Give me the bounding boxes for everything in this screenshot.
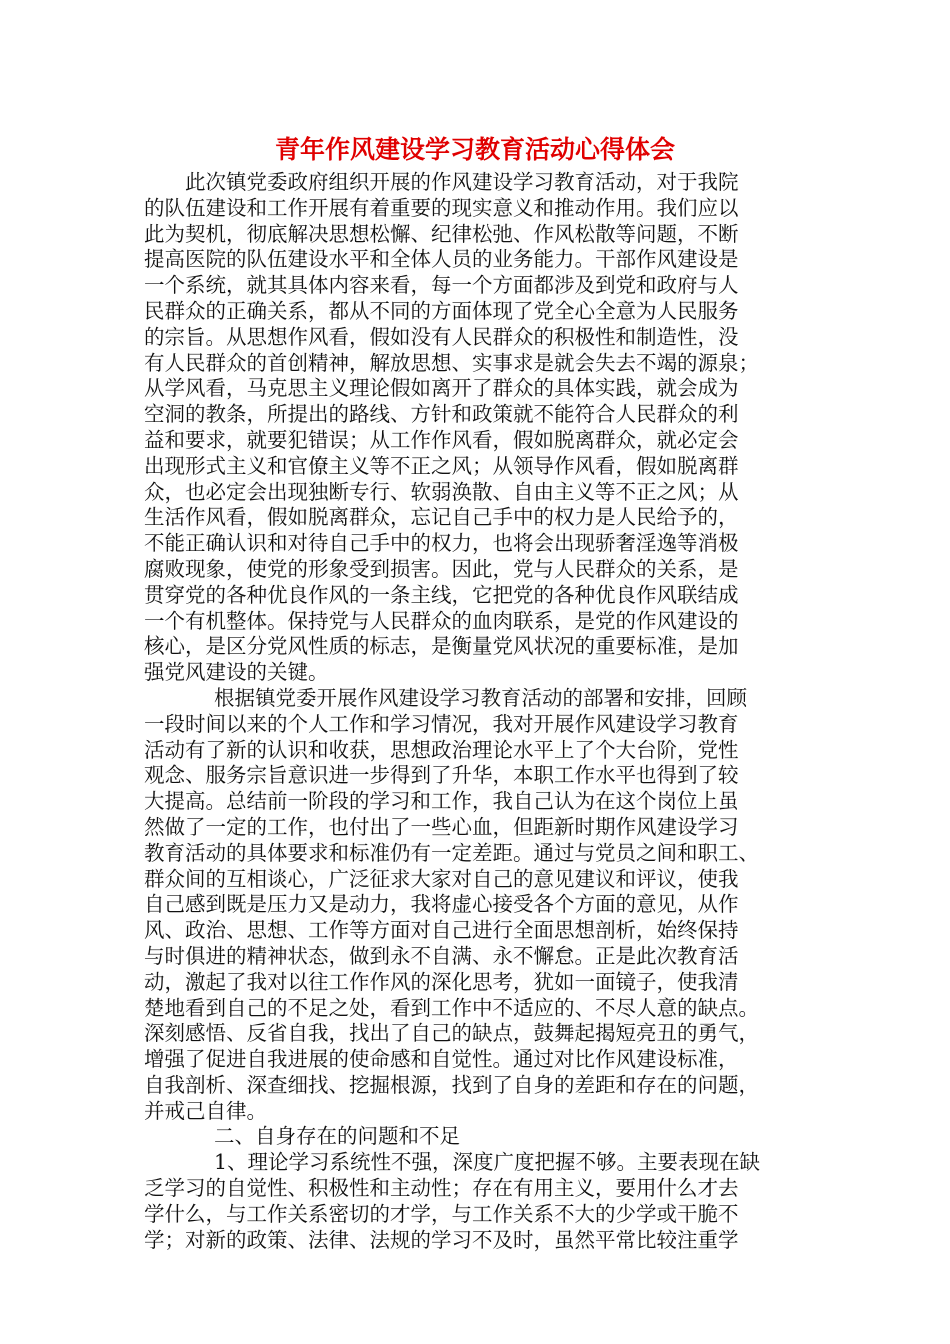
text-line: 然做了一定的工作，也付出了一些心血，但距新时期作风建设学习 <box>144 814 739 839</box>
text-line: 不能正确认识和对待自己手中的权力，也将会出现骄奢淫逸等消极 <box>144 531 739 556</box>
text-line: 核心，是区分党风性质的标志，是衡量党风状况的重要标准，是加 <box>144 634 739 659</box>
text-line: 并戒己自律。 <box>144 1098 267 1123</box>
text-line: 此次镇党委政府组织开展的作风建设学习教育活动，对于我院 <box>185 170 739 194</box>
text-line: 乏学习的自觉性、积极性和主动性；存在有用主义，要用什么才去 <box>144 1176 739 1201</box>
text-line: 的队伍建设和工作开展有着重要的现实意义和推动作用。我们应以 <box>144 195 739 220</box>
text-line: 风、政治、思想、工作等方面对自己进行全面思想剖析，始终保持 <box>144 918 739 943</box>
text-line: 强党风建设的关键。 <box>144 660 329 685</box>
text-line: 贯穿党的各种优良作风的一条主线，它把党的各种优良作风联结成 <box>144 582 739 607</box>
text-line: 民群众的正确关系，都从不同的方面体现了党全心全意为人民服务 <box>144 298 739 323</box>
text-line: 活动有了新的认识和收获，思想政治理论水平上了个大台阶，党性 <box>144 737 739 762</box>
section-heading: 二、自身存在的问题和不足 <box>214 1124 460 1149</box>
text-line: 空洞的教条，所提出的路线、方针和政策就不能符合人民群众的利 <box>144 402 739 427</box>
text-line: 有人民群众的首创精神，解放思想、实事求是就会失去不竭的源泉； <box>144 350 759 375</box>
text-line: 自己感到既是压力又是动力，我将虚心接受各个方面的意见，从作 <box>144 892 739 917</box>
text-line: 动，激起了我对以往工作作风的深化思考，犹如一面镜子，使我清 <box>144 969 739 994</box>
text-line: 腐败现象，使党的形象受到损害。因此，党与人民群众的关系，是 <box>144 556 739 581</box>
text-line: 学；对新的政策、法律、法规的学习不及时，虽然平常比较注重学 <box>144 1227 739 1252</box>
text-line: 益和要求，就要犯错误；从工作作风看，假如脱离群众，就必定会 <box>144 427 739 452</box>
text-line: 一个系统，就其具体内容来看，每一个方面都涉及到党和政府与人 <box>144 273 739 298</box>
text-line: 提高医院的队伍建设水平和全体人员的业务能力。干部作风建设是 <box>144 247 739 272</box>
text-line: 群众间的互相谈心，广泛征求大家对自己的意见建议和评议，使我 <box>144 866 739 891</box>
text-line: 1、理论学习系统性不强，深度广度把握不够。主要表现在缺 <box>214 1150 761 1175</box>
text-line: 自我剖析、深查细找、挖掘根源，找到了自身的差距和存在的问题， <box>144 1072 759 1097</box>
text-line: 众，也必定会出现独断专行、软弱涣散、自由主义等不正之风；从 <box>144 479 739 504</box>
text-line: 深刻感悟、反省自我，找出了自己的缺点，鼓舞起揭短亮丑的勇气， <box>144 1021 759 1046</box>
text-line: 大提高。总结前一阶段的学习和工作，我自己认为在这个岗位上虽 <box>144 789 739 814</box>
text-line: 一段时间以来的个人工作和学习情况，我对开展作风建设学习教育 <box>144 711 739 736</box>
text-line: 教育活动的具体要求和标准仍有一定差距。通过与党员之间和职工、 <box>144 840 759 865</box>
text-line: 一个有机整体。保持党与人民群众的血肉联系，是党的作风建设的 <box>144 608 739 633</box>
text-line: 观念、服务宗旨意识进一步得到了升华，本职工作水平也得到了较 <box>144 763 739 788</box>
text-line: 增强了促进自我进展的使命感和自觉性。通过对比作风建设标准， <box>144 1047 739 1072</box>
document-body <box>144 170 824 1253</box>
document-title: 青年作风建设学习教育活动心得体会 <box>274 135 675 164</box>
text-line: 从学风看，马克思主义理论假如离开了群众的具体实践，就会成为 <box>144 376 739 401</box>
text-line: 学什么，与工作关系密切的才学，与工作关系不大的少学或干脆不 <box>144 1201 739 1226</box>
text-line: 根据镇党委开展作风建设学习教育活动的部署和安排，回顾 <box>214 685 747 710</box>
text-line: 楚地看到自己的不足之处，看到工作中不适应的、不尽人意的缺点。 <box>144 995 759 1020</box>
text-line: 此为契机，彻底解决思想松懈、纪律松弛、作风松散等问题，不断 <box>144 221 739 246</box>
text-line: 的宗旨。从思想作风看，假如没有人民群众的积极性和制造性，没 <box>144 324 739 349</box>
text-line: 与时俱进的精神状态，做到永不自满、永不懈怠。正是此次教育活 <box>144 943 739 968</box>
text-line: 出现形式主义和官僚主义等不正之风；从领导作风看，假如脱离群 <box>144 453 739 478</box>
text-line: 生活作风看，假如脱离群众，忘记自己手中的权力是人民给予的， <box>144 505 739 530</box>
